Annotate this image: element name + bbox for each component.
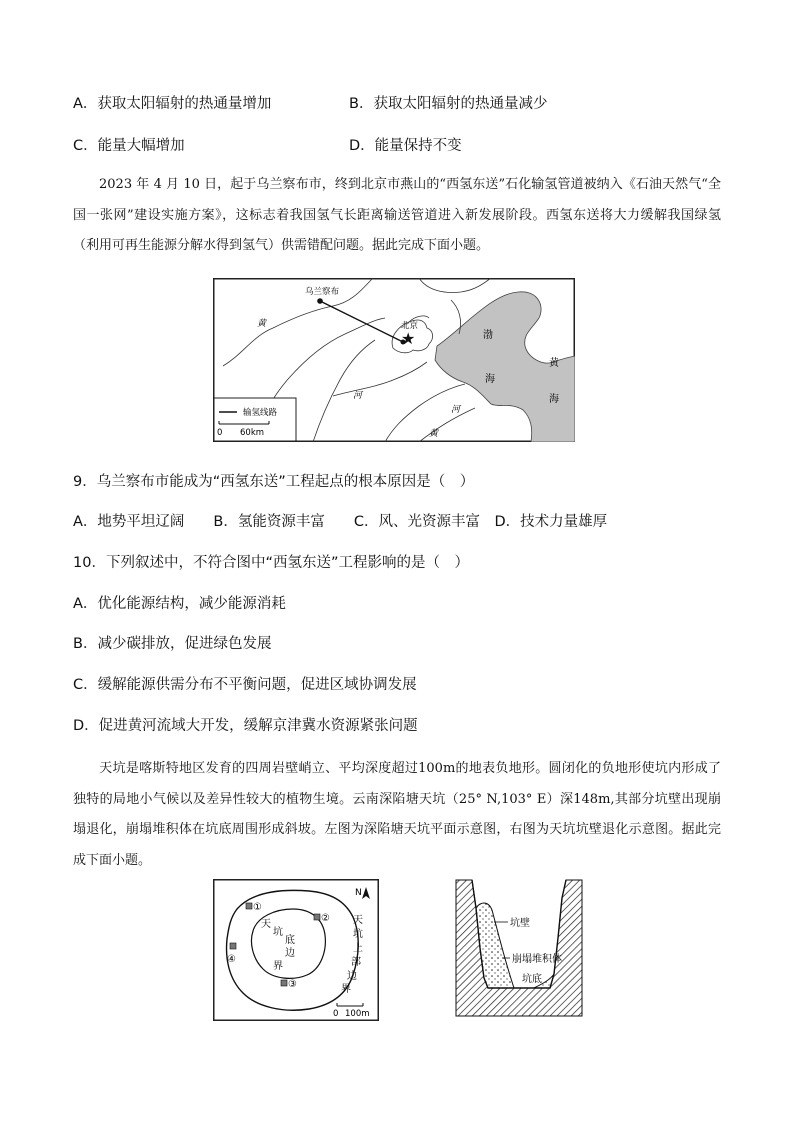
site-label-2: ② — [321, 913, 330, 924]
site-marker-3 — [281, 980, 287, 986]
scale-100m: 100m — [345, 1009, 370, 1019]
site-marker-1 — [246, 903, 252, 909]
inner-label-char: 天 — [261, 919, 271, 930]
label-yellow-river-2: 黄 — [429, 429, 439, 439]
q9-options: A．地势平坦辽阔 B．氢能资源丰富 C．风、光资源丰富 D．技术力量雄厚 — [73, 514, 608, 530]
outer-label-char: 部 — [351, 957, 361, 968]
outer-label-char: 坑 — [353, 929, 363, 940]
inner-label-char: 坑 — [273, 927, 283, 938]
city-beijing: 北京 — [401, 321, 419, 331]
q10-option-a: A．优化能源结构，减少能源消耗 — [73, 596, 286, 612]
label-yellow-sea-2: 海 — [549, 394, 559, 405]
q8-option-c: C．能量大幅增加 — [73, 138, 185, 154]
wulanchabu-marker — [317, 298, 323, 304]
q8-option-b: B．获取太阳辐射的热通量减少 — [349, 96, 548, 112]
scale-zero: 0 — [333, 1009, 339, 1019]
legend-label: 输氢线路 — [243, 408, 278, 418]
site-marker-2 — [314, 914, 320, 920]
scale-60km: 60km — [240, 428, 265, 438]
q9-stem: 9．乌兰察布市能成为“西氢东送”工程起点的根本原因是（ ） — [73, 474, 475, 490]
passage-hydrogen-text: 2023 年 4 月 10 日，起于乌兰察布市，终到北京市燕山的“西氢东送”石化输氢管道被纳入《石油天然气“全国一张网”建设实施方案》，这标志着我国氢气长距离输送管道进入新发展阶段。西氢东送将大力缓解我国绿氢（利用可再生能源分解水得到氢气）供需错配问题。据此完成下面小题。 — [73, 177, 721, 253]
q8-option-a: A．获取太阳辐射的热通量增加 — [73, 96, 272, 112]
wall-retreat-diagram — [454, 878, 584, 1018]
passage-tiankeng-text: 天坑是喀斯特地区发育的四周岩壁峭立、平均深度超过100m的地表负地形。圆闭化的负地形使坑内形成了独特的局地小气候以及差异性较大的植物生境。云南深陷塘天坑（25° N,103° E）深148m,其部分坑壁出现崩塌退化，崩塌堆积体在坑底周围形成斜坡。左图为深陷塘天坑平面示意图，右图为天坑坑壁退化示意图。据此完成下面小题。 — [73, 761, 721, 868]
inner-label-char: 底 — [285, 935, 295, 946]
label-river-1: 河 — [353, 391, 363, 401]
passage-hydrogen — [73, 170, 721, 262]
site-marker-4 — [230, 943, 236, 949]
label-yellow-river-1: 黄 — [257, 319, 267, 329]
site-label-3: ③ — [288, 979, 297, 990]
label-river-2: 河 — [451, 405, 461, 415]
q10-option-c: C．缓解能源供需分布不平衡问题，促进区域协调发展 — [73, 677, 417, 693]
scale-zero: 0 — [217, 428, 223, 438]
q10-stem: 10．下列叙述中，不符合图中“西氢东送”工程影响的是（ ） — [73, 555, 469, 571]
label-pit-bottom: 坑底 — [522, 974, 542, 985]
site-label-1: ① — [253, 902, 262, 913]
hydrogen-pipeline-map — [213, 278, 575, 442]
site-label-4: ④ — [227, 954, 236, 965]
outer-label-char: 界 — [341, 984, 351, 995]
outer-label-char: 边 — [347, 971, 357, 982]
label-yellow-sea-1: 黄 — [549, 358, 559, 369]
passage-tiankeng — [73, 754, 721, 876]
inner-label-char: 边 — [285, 948, 295, 959]
inner-label-char: 界 — [273, 961, 283, 972]
label-debris: 崩塌堆积体 — [512, 954, 562, 965]
outer-label-char: 上 — [353, 943, 363, 954]
q10-option-b: B．减少碳排放，促进绿色发展 — [73, 636, 272, 652]
label-bohai-2: 海 — [485, 374, 495, 385]
north-label: N — [355, 888, 362, 898]
q8-option-d: D．能量保持不变 — [349, 138, 462, 154]
tiankeng-plan-map — [213, 879, 379, 1021]
label-pit-wall: 坑壁 — [510, 918, 530, 929]
star-icon: ★ — [401, 329, 416, 348]
label-bohai-1: 渤 — [483, 330, 493, 341]
q10-option-d: D．促进黄河流域大开发，缓解京津冀水资源紧张问题 — [73, 718, 418, 734]
outer-label-char: 天 — [353, 915, 363, 926]
city-wulanchabu: 乌兰察布 — [305, 287, 340, 297]
